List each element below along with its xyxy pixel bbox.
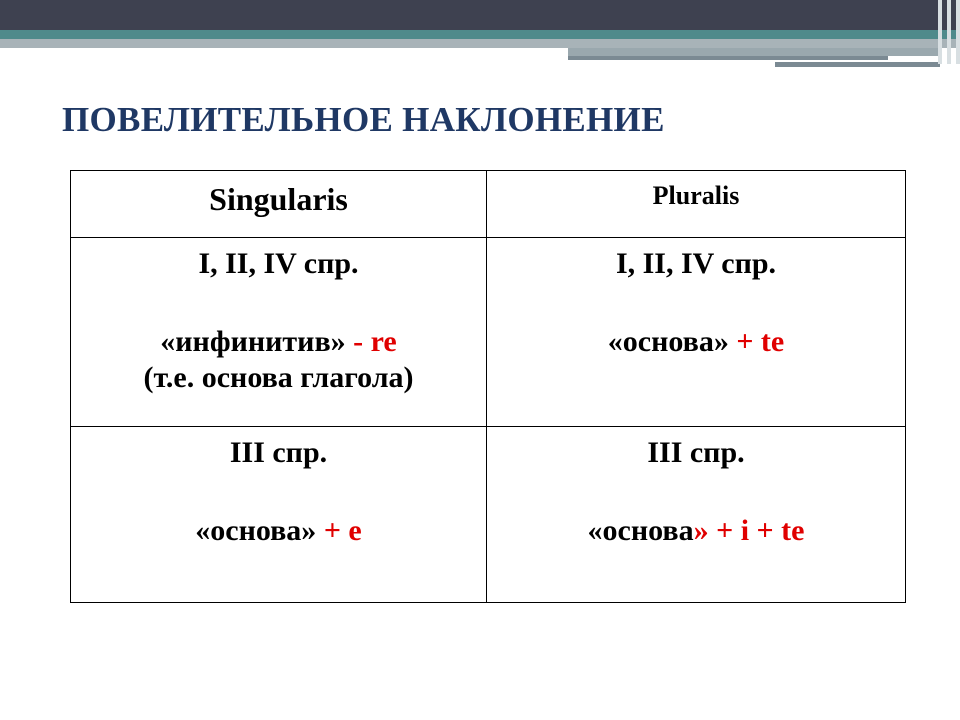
formula: [77, 324, 480, 360]
formula-note: (т.е. основа глагола): [143, 361, 414, 394]
formula-word: «основа»: [195, 514, 317, 547]
formula-suffix: + e: [316, 514, 362, 547]
formula: [493, 513, 899, 549]
header-pluralis-label: Pluralis: [652, 181, 740, 210]
slide-title: ПОВЕЛИТЕЛЬНОЕ НАКЛОНЕНИЕ: [62, 100, 665, 139]
imperative-table: [70, 170, 906, 603]
cell-plural-conj-3: [487, 427, 906, 603]
cell-singular-conj-1-2-4: [71, 238, 487, 427]
table-row: [71, 427, 906, 603]
cell-singular-conj-3: [71, 427, 487, 603]
table-header-row: [71, 171, 906, 238]
decor-bar-2: [568, 56, 888, 60]
formula-suffix: - re: [345, 325, 397, 358]
table-row: [71, 238, 906, 427]
decor-vertical-lines: [938, 0, 960, 64]
decor-bar-1: [568, 48, 940, 56]
formula-word: «основа»: [607, 325, 729, 358]
header-singularis-label: Singularis: [209, 181, 348, 217]
formula-word: «инфинитив»: [160, 325, 346, 358]
header-singularis: [71, 171, 487, 238]
top-banner-teal: [0, 30, 960, 39]
top-banner-grey: [0, 39, 960, 48]
conjugation-group: I, II, IV спр.: [615, 247, 777, 280]
formula-word: «основа: [587, 514, 694, 547]
cell-plural-conj-1-2-4: [487, 238, 906, 427]
conjugation-group: I, II, IV спр.: [198, 247, 359, 280]
conjugation-group: III спр.: [229, 436, 328, 469]
formula-suffix: + te: [728, 325, 785, 358]
conjugation-group: III спр.: [647, 436, 745, 469]
header-pluralis: [487, 171, 906, 238]
formula-suffix: » + i + te: [693, 514, 805, 547]
formula: [77, 513, 480, 549]
top-banner-dark: [0, 0, 960, 30]
decor-bar-3: [775, 62, 940, 67]
formula: [493, 324, 899, 360]
